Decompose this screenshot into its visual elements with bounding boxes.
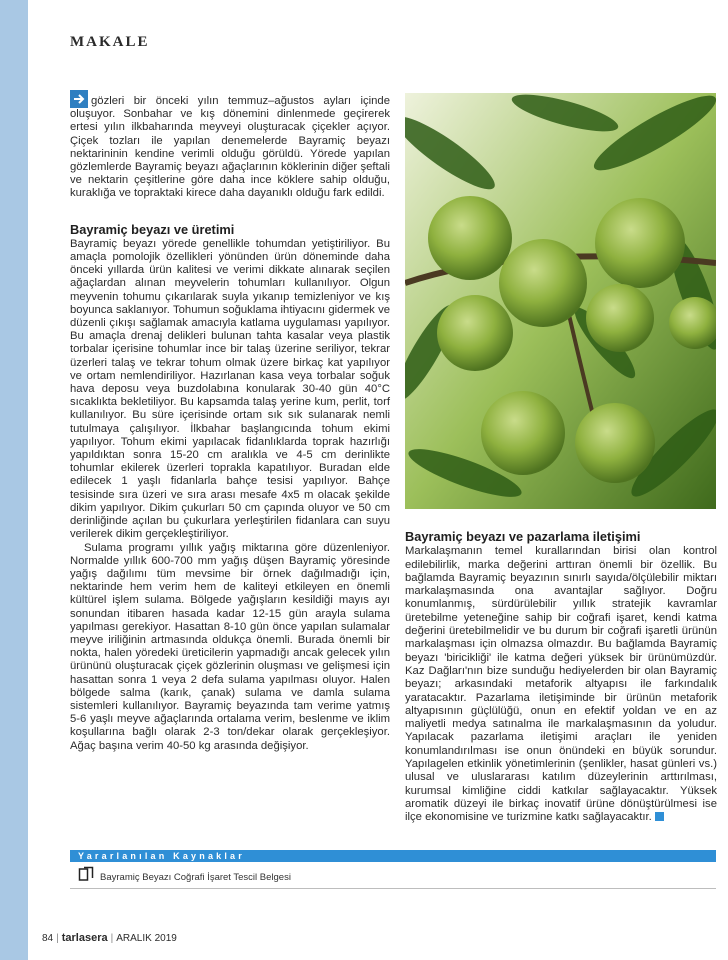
intro-paragraph: [70, 90, 390, 201]
arrow-right-icon: [70, 90, 88, 108]
article-end-mark-icon: [655, 812, 664, 821]
production-paragraph-2: Sulama programı yıllık yağış miktarına göre düzenleniyor. Normalde yıllık 600-700 mm yağış düşen Bayramiç yöresinde yağış dağılımı tüm mevsime bir örnek dağılmadığı için, nektarinde hem verim hem de kaliteyi etkileyen en önemli kültürel işlem sulama. Bölgede yağışların kesildiği mayıs ayı sonundan itibaren hasada kadar 12-15 gün arayla sulama yapılması gerekiyor. Hasattan 8-10 gün önce yapılan sulamalar meyve iriliğinin artmasında oldukça önemli. Burada önemli bir nokta, halen yöredeki üreticilerin yapmadığı ancak gelecek yılın ürününü oluşturacak çiçek gözlerinin oluşması ve gelişmesi için hasattan sonra 1 veya 2 defa sulama yapılması oluyor. Halen bölgede salma (karık, çanak) sulama ve damla sulama sistemleri kullanılıyor. Bayramiç beyazında tam verime yatmış 5-6 yaşlı meyve ağaçlarında ortalama verim, beslenme ve iklim koşullarına bağlı olarak 2-3 ton/dekar olarak gerçekleşiyor. Ağaç başına verim 40-50 kg arasında değişiyor.: [70, 541, 390, 752]
section-heading-marketing: Bayramiç beyazı ve pazarlama iletişimi: [405, 529, 641, 544]
document-icon: [78, 866, 94, 889]
section-label: MAKALE: [70, 34, 150, 50]
production-paragraph-1: Bayramiç beyazı yörede genellikle tohumdan yetiştiriliyor. Bu amaçla pomolojik özellikleri yönünden ürün döneminde daha önceki yıllarda ürün kalitesi ve verimi dikkate alınarak seçilen ağaçlardan alınan meyvelerin tohumları kullanılıyor. Olgun meyvenin tohumu çıkarılarak suyla yıkanıp temizleniyor ve kış boyunca saklanıyor. Tohumun soğuklama ihtiyacını gidermek ve düzenli çıkışı sağlamak amacıyla katlama uygulaması yapılıyor. Bu amaçla drenaj delikleri bulunan tahta kasalar veya plastik torbalar içerisine tohumlar ince bir talaş üzerine seriliyor, tekrar üzerleri talaş ve tekrar tohum olmak üzere birkaç kat yapılıyor ve ortam nemlendiriliyor. Hazırlanan kasa veya torbalar soğuk hava deposu veya buzdolabına konularak 30-40 gün 40°C sıcaklıkta bekletiliyor. Bu kapsamda talaş yerine kum, perlit, torf kullanılıyor. Bu süre içerisinde ortam sık sık sulanarak nemli tutulmaya çalışılıyor. İlkbahar başlangıcında tohum ekimi yapılıyor. Tohum ekimi yapılacak fidanlıklarda toprak hazırlığı yapıldıktan sonra 15-20 cm aralıkla ve 4-5 cm derinlikte tohumlar ekilerek üzerleri toprakla kapatılıyor. Buradan elde edilecek 1 yaşlı fidanlarla bahçe tesisi yapılıyor. Bahçe tesisinde sıra üzeri ve sıra arası mesafe 4x5 m olacak şekilde dikim yapılıyor. Dikim çukurları 50 cm çapında oluyor ve 50 cm derinliğinde açılan bu çukurlara yerleştirilen fidanlara can suyu verilerek dikim gerçekleştiriliyor.: [70, 237, 390, 541]
magazine-brand: tarlasera: [61, 932, 108, 944]
left-column: [70, 90, 390, 753]
section-heading-production: Bayramiç beyazı ve üretimi: [70, 221, 235, 237]
marketing-text: Markalaşmanın temel kurallarından birisi olan kontrol edilebilirlik, marka değerini arttıran önemli bir özellik. Bu bağlamda Bayramiç beyazının sınırlı sayıda/ölçülebilir miktarı markalaşmasında ona avantajlar sağlıyor. Doğru konumlanmış, sürdürülebilir yıllık stratejik kavramlar üretebilme yeteneğine sahip bir coğrafi işaret, kendi katma değerini üretebilmelidir ve bu durum bir coğrafi işaretli ürünün markalaşması için olmazsa olmazdır. Bu bağlamda Bayramiç beyazı 'biricikliği' ile katma değeri yüksek bir ürünümüzdür. Kaz Dağları'nın bize sunduğu hediyelerden bir olan Bayramiç beyazı; arkasındaki metaforik altyapısı ile farkındalık yaratacaktır. Pazarlama iletişiminde bir ürünün metaforik altyapısının güçlülüğü, onun en efektif yoldan ve en az maliyetli medya satınalma ile markalaşmasının da yoludur. Yapılacak pazarlama iletişimi araçları ile yeniden konumlandırılması ise onun önündeki en büyük sorundur. Yapılagelen etkinlik yönetimlerinin (şenlikler, hasat günleri vs.) ulusal ve uluslararası katılım düzeylerinin arttırılması, kurumsal kimliğine ciddi katkılar sağlayacaktır. Yüksek aromatik düzeyi ile birkaç inovatif ürüne dönüştürülmesi ise ilçe ekonomisine ve turizmine katkı sağlayacaktır.: [405, 545, 717, 824]
sidebar-color-strip: [0, 0, 28, 960]
marketing-paragraph: [405, 545, 717, 824]
references-divider: [70, 888, 716, 889]
references-bar: Yararlanılan Kaynaklar: [70, 850, 716, 862]
page-number: 84: [42, 933, 54, 944]
reference-item-label: Bayramiç Beyazı Coğrafi İşaret Tescil Belgesi: [100, 872, 291, 884]
right-column: [405, 530, 717, 825]
nectarine-photo: [405, 93, 716, 509]
issue-date: ARALIK 2019: [116, 933, 177, 944]
reference-item: [78, 866, 291, 889]
page-footer: 84 | tarlasera | ARALIK 2019: [42, 932, 177, 944]
intro-text: gözleri bir önceki yılın temmuz–ağustos ayları içinde oluşuyor. Sonbahar ve kış dönemini dinlenmede geçirerek ertesi yılın ilkbaharında meyveyi oluşturacak çiçekler açıyor. Çiçek tozları ile yapılan denemelerde Bayramiç beyazı nektarininin kendine verimli olduğu görüldü. Yörede yapılan gözlemlerde Bayramiç beyazı ağaçlarının köklerinin diğer şeftali ve nektarin çeşitlerine göre daha ince köklere sahip olduğu, kuraklığa ve topraktaki kirece daha dayanıklı olduğu fark edildi.: [70, 95, 390, 200]
